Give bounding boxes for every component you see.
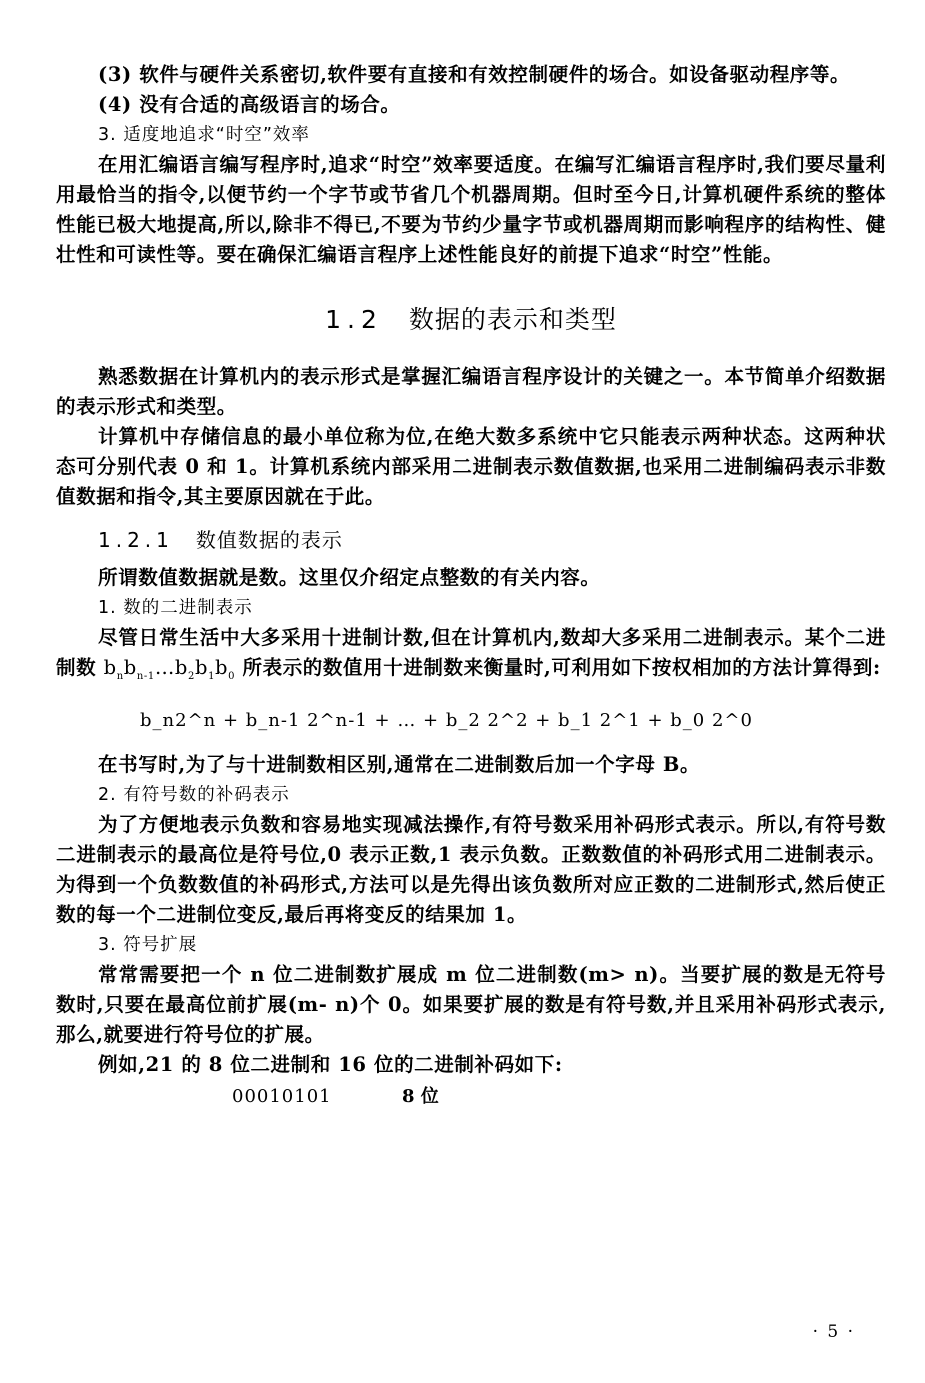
binary-var-b-2: b [174,656,189,679]
paragraph-data-representation-intro: 熟悉数据在计算机内的表示形式是掌握汇编语言程序设计的关键之一。本节简单介绍数据的表示形式和类型。 [56,365,886,418]
subsection-title-text: 数值数据的表示 [195,528,343,552]
page-number: · 5 · [812,1322,855,1342]
weighted-sum-formula [140,706,886,736]
binary-sub-n1: n-1 [136,670,155,682]
paragraph-sign-extension: 常常需要把一个 n 位二进制数扩展成 m 位二进制数(m> n)。当要扩展的数是无符号数时,只要在最高位前扩展(m- n)个 0。如果要扩展的数是有符号数,并且采用补码形式表示,那么,就要进行符号位的扩展。 [56,962,886,1046]
paragraph-hardware-control: (3) 软件与硬件关系密切,软件要有直接和有效控制硬件的场合。如设备驱动程序等。 [98,63,851,86]
paragraph-binary-suffix: 在书写时,为了与十进制数相区别,通常在二进制数后加一个字母 B。 [98,752,701,776]
paragraph-no-high-level-language: (4) 没有合适的高级语言的场合。 [98,93,401,116]
paragraph-space-time-efficiency: 在用汇编语言编写程序时,追求“时空”效率要适度。在编写汇编语言程序时,我们要尽量利用最恰当的指令,以便节约一个字节或节省几个机器周期。但时至今日,计算机硬件系统的整体性能已极大地提高,所以,除非不得已,不要为节约少量字节或机器周期而影响程序的结构性、健壮性和可读性等。要在确保汇编语言程序上述性能良好的前提下追求“时空”性能。 [56,153,886,266]
binary-sub-0: 0 [228,670,236,682]
binary-sub-2: 2 [188,670,195,682]
document-page [56,60,886,1112]
paragraph-binary-representation [56,623,886,692]
binary-var-b-n: b [103,656,117,679]
binary-number-expression [103,656,236,682]
subsection-number: 1.2.1 [98,528,174,552]
binary-ellipsis: … [154,656,175,679]
heading-signed-complement: 2. 有符号数的补码表示 [98,784,290,805]
section-title-text: 数据的表示和类型 [408,305,617,334]
section-title [56,300,886,336]
paragraph-example: 例如,21 的 8 位二进制和 16 位的二进制补码如下: [98,1052,563,1076]
example-bit-count: 8 位 [402,1085,439,1107]
paragraph-bit-definition: 计算机中存储信息的最小单位称为位,在绝大数多系统中它只能表示两种状态。这两种状态可分别代表 0 和 1。计算机系统内部采用二进制表示数值数据,也采用二进制编码表示非数值数据和指令,其主要原因就在于此。 [56,425,886,508]
binary-sub-n: n [116,670,124,682]
paragraph-numeric-data-intro: 所谓数值数据就是数。这里仅介绍定点整数的有关内容。 [98,566,601,589]
binary-var-b-n1: b [123,656,137,679]
binary-text-part-1: 尽管日常生活中大多采用十进制计数,但在计算机内,数却大多采用二进制表示。某个二进制数 [56,626,886,679]
binary-sub-1: 1 [208,670,216,682]
heading-binary-representation: 1. 数的二进制表示 [98,598,253,618]
binary-var-b-1: b [194,656,209,679]
paragraph-signed-complement: 为了方便地表示负数和容易地实现减法操作,有符号数采用补码形式表示。所以,有符号数二进制表示的最高位是符号位,0 表示正数,1 表示负数。正数数值的补码形式用二进制表示。为得到一个负数数值的补码形式,方法可以是先得出该负数所对应正数的二进制形式,然后使正数的每一个二进制位变反,最后再将变反的结果加 1。 [56,812,886,926]
binary-var-b-0: b [215,656,229,679]
section-number: 1.2 [325,305,383,334]
heading-sign-extension: 3. 符号扩展 [98,934,198,955]
heading-space-time-efficiency: 3. 适度地追求“时空”效率 [98,125,310,145]
subsection-title [98,524,886,553]
example-binary-value: 00010101 [232,1085,332,1107]
example-row [232,1082,886,1112]
formula-text: b_n2^n + b_n-1 2^n-1 + … + b_2 2^2 + b_1 2^1 + b_0 2^0 [140,709,753,731]
binary-text-part-2: 所表示的数值用十进制数来衡量时,可利用如下按权相加的方法计算得到: [235,656,881,679]
